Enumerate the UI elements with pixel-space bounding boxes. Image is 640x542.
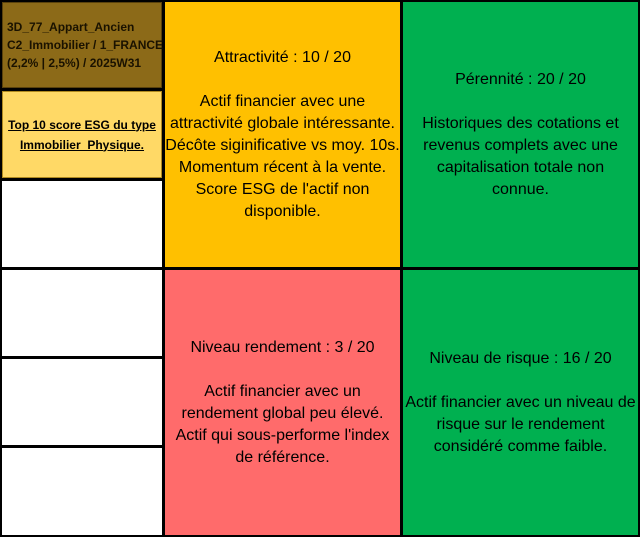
asset-category: C2_Immobilier / 1_FRANCE [7,38,164,52]
asset-name: 3D_77_Appart_Ancien [7,20,135,34]
attractivite-panel [165,2,400,267]
rendement-panel [165,270,400,535]
perennite-text-line: Historiques des cotations et [422,114,619,132]
attractivite-text-line: attractivité globale intéressante. [169,114,395,132]
perennite-title: Pérennité : 20 / 20 [455,70,586,88]
empty-cell-2 [2,270,162,356]
bottom-border [0,537,640,542]
risque-panel [403,270,638,535]
attractivite-title: Attractivité : 10 / 20 [214,48,351,66]
risque-text-line: considéré comme faible. [433,437,608,455]
attractivite-text-line: Décôte siginificative vs moy. 10s. [165,136,400,154]
top10-esg-link-line1[interactable]: Top 10 score ESG du type [8,117,156,132]
perennite-text-line: connue. [492,180,549,198]
perennite-panel [403,2,638,267]
rendement-text-line: de référence. [235,448,330,466]
rendement-text-line: Actif qui sous-performe l'index [175,426,390,444]
attractivite-text-line: disponible. [244,202,321,220]
top10-esg-link-cell[interactable] [2,91,162,178]
rendement-title: Niveau rendement : 3 / 20 [190,338,375,356]
empty-cell-1 [2,181,162,267]
empty-cell-4 [2,448,162,535]
attractivite-text-line: Actif financier avec une [199,92,366,110]
perennite-text-line: capitalisation totale non [436,158,605,176]
empty-cell-3 [2,359,162,445]
attractivite-text-line: Momentum récent à la vente. [178,158,387,176]
perennite-text-line: revenus complets avec une [423,136,618,154]
asset-rates-week: (2,2% | 2,5%) / 2025W31 [7,56,142,70]
asset-info-cell [2,2,162,88]
rendement-text-line: Actif financier avec un [204,382,361,400]
rendement-text-line: rendement global peu élevé. [181,404,384,422]
risque-text-line: Actif financier avec un niveau de [405,393,636,411]
risque-title: Niveau de risque : 16 / 20 [429,349,612,367]
top10-esg-link-line2[interactable]: Immobilier_Physique. [19,137,145,152]
attractivite-text-line: Score ESG de l'actif non [195,180,370,198]
risque-text-line: risque sur le rendement [436,415,605,433]
